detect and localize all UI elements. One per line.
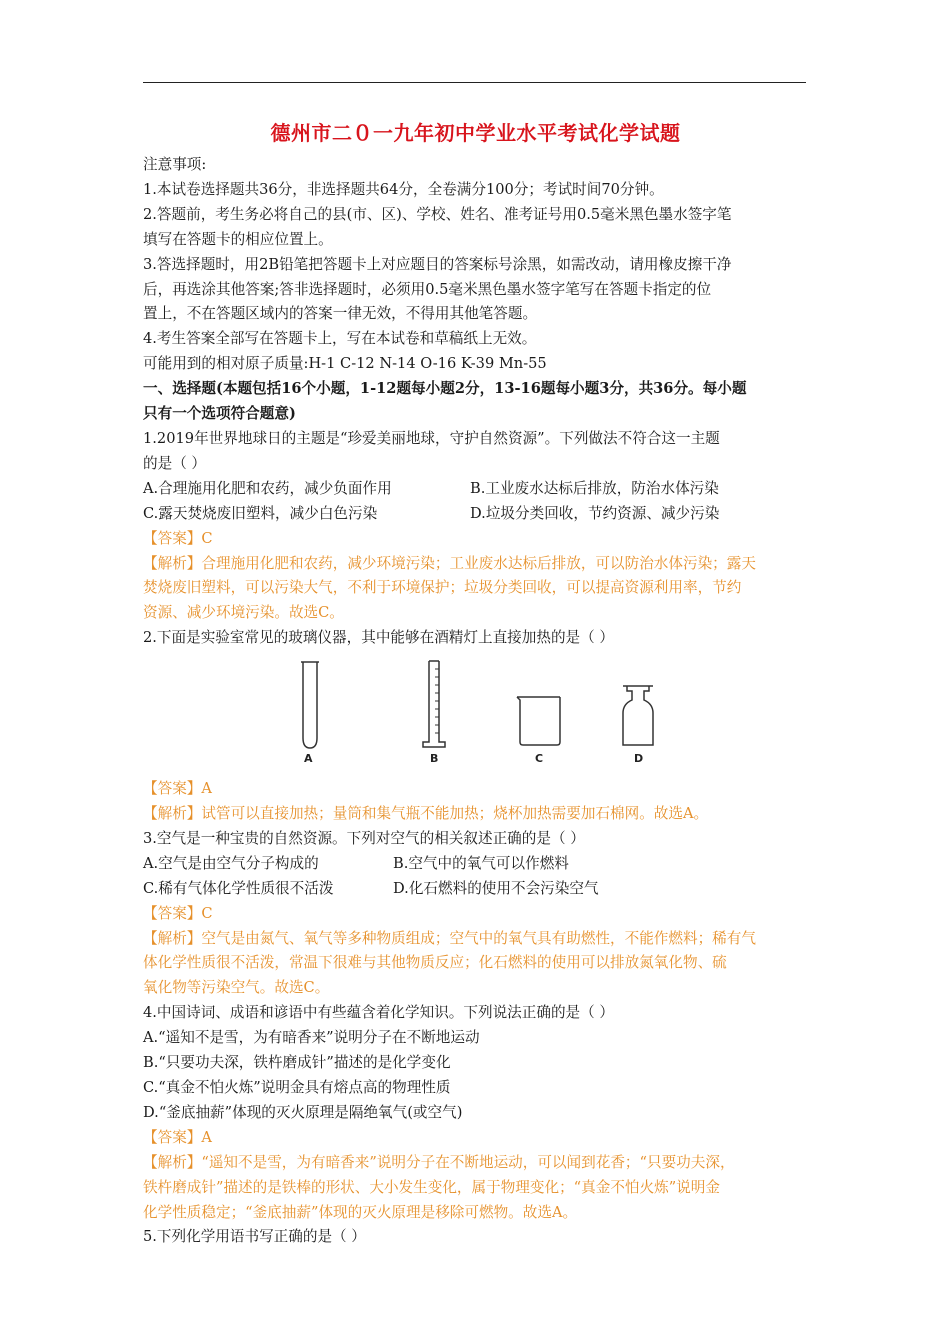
notes — [143, 153, 808, 377]
q4-stem: 4.中国诗词、成语和谚语中有些蕴含着化学知识。下列说法正确的是（ ） — [143, 1004, 614, 1022]
note-line: 后，再选涂其他答案;答非选择题时，必须用0.5毫米黑色墨水签字笔写在答题卡指定的位 — [143, 280, 712, 298]
note-line: 填写在答题卡的相应位置上。 — [143, 230, 333, 248]
q1-explanation: 【解析】合理施用化肥和农药，减少环境污染；工业废水达标后排放，可以防治水体污染；露天 — [143, 554, 756, 572]
question-5 — [143, 1225, 808, 1250]
q4-explanation-cont: 铁杵磨成针”描述的是铁棒的形状、大小发生变化，属于物理变化；“真金不怕火炼”说明金 — [143, 1178, 720, 1196]
note-line: 4.考生答案全部写在答题卡上，写在本试卷和草稿纸上无效。 — [143, 330, 537, 348]
gas-bottle-icon — [623, 686, 653, 745]
q1-explanation-end: 资源、减少环境污染。故选C。 — [143, 604, 344, 622]
question-1 — [143, 427, 808, 626]
q4-option-c: C.“真金不怕火炼”说明金具有熔点高的物理性质 — [143, 1079, 451, 1096]
q4-option-b: B.“只要功夫深，铁杵磨成针”描述的是化学变化 — [143, 1054, 451, 1072]
note-line: 3.答选择题时，用2B铅笔把答题卡上对应题目的答案标号涂黑，如需改动，请用橡皮擦干净 — [143, 255, 732, 273]
q3-explanation-cont: 体化学性质很不活泼，常温下很难与其他物质反应；化石燃料的使用可以排放氮氧化物、硫 — [143, 954, 727, 972]
q4-option-a: A.“遥知不是雪，为有暗香来”说明分子在不断地运动 — [143, 1029, 480, 1047]
q3-answer: 【答案】C — [143, 904, 213, 922]
figure-label-a: A — [304, 752, 313, 766]
q5-stem: 5.下列化学用语书写正确的是（ ） — [143, 1228, 366, 1246]
notes-heading: 注意事项: — [143, 156, 207, 173]
question-2 — [143, 626, 808, 827]
section-heading: 一、选择题(本题包括16个小题，1-12题每小题2分，13-16题每小题3分，共36分。每小题 — [143, 380, 747, 398]
note-line: 1.本试卷选择题共36分，非选择题共64分，全卷满分100分；考试时间70分钟。 — [143, 180, 664, 198]
q1-option-d: D.垃圾分类回收，节约资源、减少污染 — [470, 504, 720, 522]
exam-page — [143, 118, 808, 1250]
q3-option-c: C.稀有气体化学性质很不活泼 — [143, 879, 334, 897]
q1-answer: 【答案】C — [143, 529, 213, 547]
note-line: 置上，不在答题区域内的答案一律无效，不得用其他笔答题。 — [143, 305, 538, 323]
question-4 — [143, 1001, 808, 1225]
atomic-masses: 可能用到的相对原子质量:H-1 C-12 N-14 O-16 K-39 Mn-55 — [143, 355, 547, 373]
glassware-figure — [143, 651, 808, 777]
note-line: 2.答题前，考生务必将自己的县(市、区)、学校、姓名、准考证号用0.5毫米黑色墨水签字笔 — [143, 205, 732, 223]
q3-option-a: A.空气是由空气分子构成的 — [143, 854, 319, 872]
figure-label-c: C — [535, 752, 544, 766]
q4-explanation-end: 化学性质稳定；“釜底抽薪”体现的灭火原理是移除可燃物。故选A。 — [143, 1203, 578, 1221]
graduated-cylinder-icon — [423, 661, 445, 747]
header-rule — [143, 82, 806, 83]
q2-answer: 【答案】A — [143, 780, 212, 798]
q1-stem-cont: 的是（ ） — [143, 454, 207, 472]
beaker-icon — [517, 697, 560, 745]
figure-label-b: B — [430, 752, 439, 766]
q3-explanation: 【解析】空气是由氮气、氧气等多种物质组成；空气中的氧气具有助燃性，不能作燃料；稀有气 — [143, 929, 756, 947]
q3-explanation-end: 氧化物等污染空气。故选C。 — [143, 979, 330, 997]
test-tube-icon — [301, 662, 319, 748]
q3-stem: 3.空气是一种宝贵的自然资源。下列对空气的相关叙述正确的是（ ） — [143, 829, 585, 847]
question-3 — [143, 827, 808, 1001]
q1-option-b: B.工业废水达标后排放，防治水体污染 — [470, 479, 719, 497]
q3-option-b: B.空气中的氧气可以作燃料 — [393, 854, 569, 872]
section-heading-cont: 只有一个选项符合题意) — [143, 405, 296, 423]
q1-option-c: C.露天焚烧废旧塑料，减少白色污染 — [143, 504, 378, 522]
q2-stem: 2.下面是实验室常见的玻璃仪器，其中能够在酒精灯上直接加热的是（ ） — [143, 629, 614, 647]
q3-option-d: D.化石燃料的使用不会污染空气 — [393, 879, 599, 897]
q1-option-a: A.合理施用化肥和农药，减少负面作用 — [143, 479, 392, 497]
q1-stem: 1.2019年世界地球日的主题是“珍爱美丽地球，守护自然资源”。下列做法不符合这一主题 — [143, 429, 720, 447]
q4-answer: 【答案】A — [143, 1128, 212, 1146]
q2-explanation: 【解析】试管可以直接加热；量筒和集气瓶不能加热；烧杯加热需要加石棉网。故选A。 — [143, 805, 709, 823]
q4-explanation: 【解析】“遥知不是雪，为有暗香来”说明分子在不断地运动，可以闻到花香；“只要功夫深， — [143, 1153, 735, 1171]
q1-explanation-cont: 焚烧废旧塑料，可以污染大气，不利于环境保护；垃圾分类回收，可以提高资源利用率，节约 — [143, 579, 742, 597]
figure-label-d: D — [634, 752, 644, 766]
page-title: 德州市二０一九年初中学业水平考试化学试题 — [270, 121, 681, 145]
q4-option-d: D.“釜底抽薪”体现的灭火原理是隔绝氧气(或空气) — [143, 1103, 463, 1121]
